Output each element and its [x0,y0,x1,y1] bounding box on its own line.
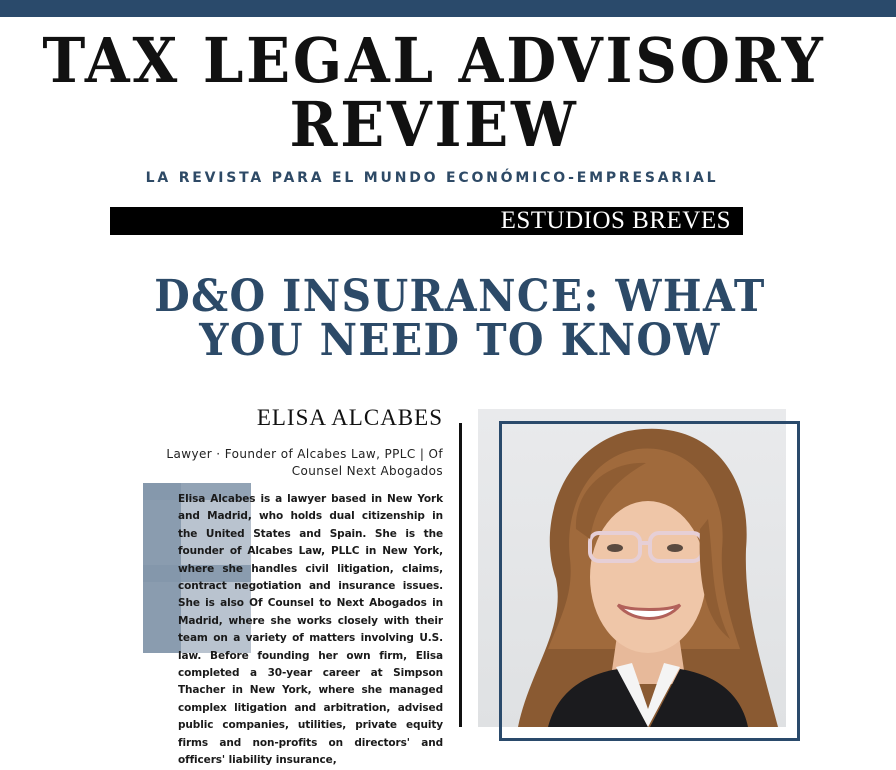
top-color-band [0,0,896,17]
magazine-title-line2: REVIEW [289,88,579,161]
magazine-title-line1: TAX LEGAL ADVISORY [42,24,826,97]
article-headline-line1: D&O INSURANCE: WHAT [154,271,766,322]
author-role: Lawyer · Founder of Alcabes Law, PPLC | Of Counsel Next Abogados [166,447,443,478]
magazine-tagline: LA REVISTA PARA EL MUNDO ECONÓMICO-EMPRESARIAL [145,170,719,186]
article-body: Elisa Alcabes is a lawyer based in New York and Madrid, who holds dual citizenship in the United States and Spain. She is the founder of Alcabes Law, PLLC in New York, where she handles civil litigation, claims, contract negotiation and insurance issues. She is also Of Counsel to Next Abogados in Madrid, where she works closely with their team on a variety of matters involving U.S. law. Before founding her own firm, Elisa completed a 30-year career at Simpson Thacher in New York, where she managed complex litigation and arbitration, advised public companies, utilities, private equity firms and non-profits on directors' and officers' liability insurance, [178,493,443,767]
section-banner [110,207,743,235]
section-label: ESTUDIOS BREVES [500,207,731,234]
article-headline-line2: YOU NEED TO KNOW [199,315,721,366]
photo-frame [499,421,800,741]
column-divider [459,423,462,727]
author-name: ELISA ALCABES [256,405,443,430]
